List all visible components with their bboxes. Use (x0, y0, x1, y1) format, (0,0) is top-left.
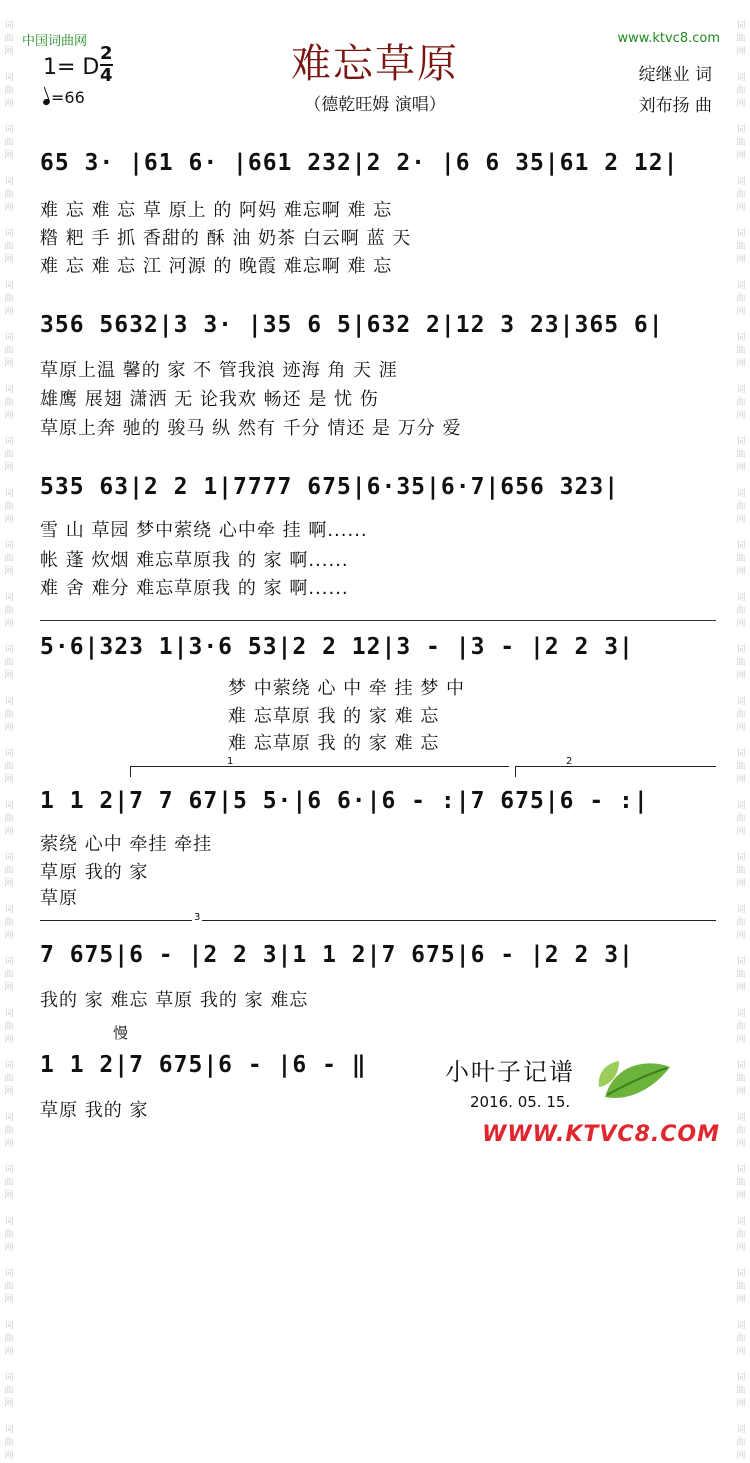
lyric-line-4-verse-1: 梦 中萦绕 心 中 牵 挂 梦 中 (228, 678, 466, 699)
lyric-line-6: 我的 家 难忘 草原 我的 家 难忘 (40, 990, 309, 1011)
volta-bracket-1 (130, 756, 509, 777)
tempo-value: =66 (51, 88, 85, 107)
notation-line-3: 535 63|2 2 1|7777 675|6·35|6·7|656 323| (40, 474, 620, 500)
triplet-number: 3 (194, 912, 201, 923)
notation-line-2: 356 5632|3 3· |35 6 5|632 2|12 3 23|365 6| (40, 312, 664, 338)
lyric-line-2-verse-3: 草原上奔 驰的 骏马 纵 然有 千分 情还 是 万分 爱 (40, 418, 462, 439)
watermark-right: 词 曲 网 词 曲 网 词 曲 网 词 曲 网 词 曲 网 词 曲 网 词 曲 网 词 曲 网 词 曲 网 词 曲 网 词 曲 网 词 曲 网 词 曲 网 词 曲 网 词 曲 网 词 曲 网 词 曲 网 词 曲 网 词 曲 网 词 曲 网 词 曲 网 词 曲 网 词 曲 网 词 曲 网 词 曲 网 词 曲 网 词 曲 网 词 曲 网 (736, 21, 746, 1461)
watermark-left: 词 曲 网 词 曲 网 词 曲 网 词 曲 网 词 曲 网 词 曲 网 词 曲 网 词 曲 网 词 曲 网 词 曲 网 词 曲 网 词 曲 网 词 曲 网 词 曲 网 词 曲 网 词 曲 网 词 曲 网 词 曲 网 词 曲 网 词 曲 网 词 曲 网 词 曲 网 词 曲 网 词 曲 网 词 曲 网 词 曲 网 词 曲 网 词 曲 网 (4, 21, 14, 1461)
transcription-date: 2016. 05. 15. (470, 1093, 571, 1111)
leaf-icon (595, 1057, 675, 1107)
lyric-line-1-verse-3: 难 忘 难 忘 江 河源 的 晚霞 难忘啊 难 忘 (40, 256, 393, 277)
notation-line-7: 1 1 2|7 675|6 - |6 - ‖ (40, 1052, 367, 1078)
notation-line-6: 7 675|6 - |2 2 3|1 1 2|7 675|6 - |2 2 3| (40, 942, 634, 968)
lyric-line-2-verse-2: 雄鹰 展翅 潇洒 无 论我欢 畅还 是 忧 伤 (40, 389, 379, 410)
lyric-line-3-verse-3: 难 舍 难分 难忘草原我 的 家 啊...... (40, 578, 349, 599)
tie-line (40, 620, 716, 621)
lyric-line-7: 草原 我的 家 (40, 1100, 149, 1121)
time-bottom: 4 (100, 65, 113, 86)
lyric-line-5-verse-1: 萦绕 心中 牵挂 牵挂 (40, 834, 213, 855)
time-signature (100, 44, 113, 86)
key-signature: 1= D (43, 55, 100, 80)
transcriber-signature: 小叶子记谱 (445, 1058, 575, 1086)
lyric-line-2-verse-1: 草原上温 馨的 家 不 管我浪 迹海 角 天 涯 (40, 360, 398, 381)
time-top: 2 (100, 43, 113, 64)
tempo-slow-mark: 慢 (113, 1024, 129, 1042)
site-name[interactable]: 中国词曲网 (22, 34, 88, 49)
quarter-note-icon (42, 98, 51, 106)
notation-line-5: 1 1 2|7 7 67|5 5·|6 6·|6 - :|7 675|6 - :| (40, 788, 649, 814)
lyric-line-5-verse-3: 草原 (40, 888, 78, 909)
brand-logo[interactable]: WWW.KTVC8.COM (482, 1122, 720, 1147)
volta-number-2: 2 (566, 756, 573, 767)
performer: （德乾旺姆 演唱） (304, 95, 446, 115)
notation-line-1: 65 3· |61 6· |661 232|2 2· |6 6 35|61 2 12| (40, 150, 679, 176)
triplet-bracket (40, 912, 716, 923)
composer: 刘布扬 曲 (638, 96, 712, 116)
lyric-line-3-verse-2: 帐 蓬 炊烟 难忘草原我 的 家 啊...... (40, 550, 349, 571)
notation-line-4: 5·6|323 1|3·6 53|2 2 12|3 - |3 - |2 2 3| (40, 634, 634, 660)
volta-bracket-2 (515, 756, 716, 777)
lyric-line-1-verse-1: 难 忘 难 忘 草 原上 的 阿妈 难忘啊 难 忘 (40, 200, 393, 221)
lyric-line-4-verse-2: 难 忘草原 我 的 家 难 忘 (228, 706, 440, 727)
song-title: 难忘草原 (291, 41, 459, 87)
tempo-marking (43, 88, 85, 107)
volta-number-1: 1 (227, 756, 234, 767)
lyricist: 绽继业 词 (638, 65, 712, 85)
lyric-line-5-verse-2: 草原 我的 家 (40, 862, 149, 883)
site-url[interactable]: www.ktvc8.com (617, 31, 720, 46)
lyric-line-3-verse-1: 雪 山 草园 梦中萦绕 心中牵 挂 啊...... (40, 520, 368, 541)
lyric-line-1-verse-2: 糌 粑 手 抓 香甜的 酥 油 奶茶 白云啊 蓝 天 (40, 228, 412, 249)
lyric-line-4-verse-3: 难 忘草原 我 的 家 难 忘 (228, 733, 440, 754)
